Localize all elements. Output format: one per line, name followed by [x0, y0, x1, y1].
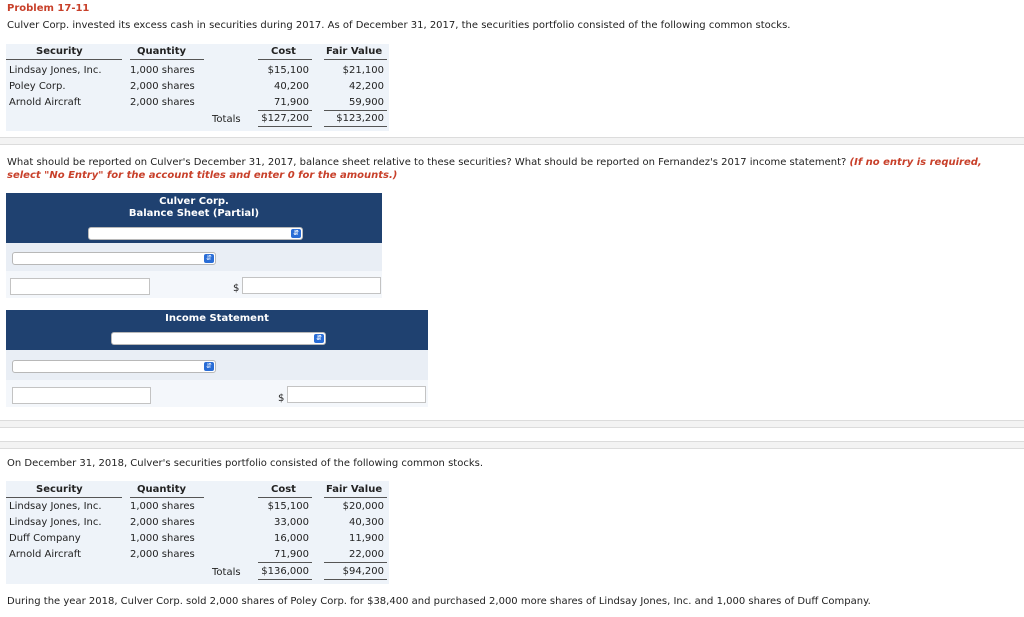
table-cell-fair-value: 11,900 [349, 533, 384, 544]
total-cost: $136,000 [261, 566, 309, 577]
table-cell-cost: 71,900 [274, 549, 309, 560]
header-underline [6, 497, 122, 498]
table-cell-security: Lindsay Jones, Inc. [9, 501, 102, 512]
section-divider [0, 420, 1024, 428]
table-cell-security: Arnold Aircraft [9, 549, 82, 560]
total-underline [324, 579, 387, 580]
income-statement-date-select[interactable] [111, 332, 326, 345]
statement-title: Income Statement [165, 313, 269, 324]
table-cell-fair-value: $20,000 [342, 501, 384, 512]
select-arrow-icon: ⇵ [204, 362, 214, 371]
table-cell-fair-value: 22,000 [349, 549, 384, 560]
portfolio-2018-intro: On December 31, 2018, Culver's securities portfolio consisted of the following common stocks. [7, 458, 484, 469]
header-underline [324, 59, 387, 60]
balance-sheet-label-input[interactable] [10, 278, 150, 295]
table-cell-security: Lindsay Jones, Inc. [9, 517, 102, 528]
header-security: Security [36, 484, 83, 495]
income-statement-account-select[interactable] [12, 360, 216, 373]
section-divider [0, 137, 1024, 145]
header-quantity: Quantity [137, 484, 186, 495]
question-text [7, 156, 1017, 182]
subtotal-line [258, 110, 312, 111]
portfolio-2017-table [6, 44, 389, 131]
balance-sheet-header [6, 193, 382, 243]
income-statement-label-input[interactable] [12, 387, 151, 404]
header-security: Security [36, 46, 83, 57]
select-arrow-icon: ⇵ [291, 229, 301, 238]
table-cell-fair-value: 59,900 [349, 97, 384, 108]
table-cell-security: Lindsay Jones, Inc. [9, 65, 102, 76]
header-underline [130, 59, 204, 60]
table-cell-quantity: 1,000 shares [130, 533, 195, 544]
table-cell-security: Arnold Aircraft [9, 97, 82, 108]
subtotal-line [258, 562, 312, 563]
header-cost: Cost [271, 46, 296, 57]
total-cost: $127,200 [261, 113, 309, 124]
table-cell-fair-value: 42,200 [349, 81, 384, 92]
balance-sheet-row [6, 243, 382, 271]
header-underline [130, 497, 204, 498]
table-cell-cost: 33,000 [274, 517, 309, 528]
header-quantity: Quantity [137, 46, 186, 57]
totals-label: Totals [212, 114, 241, 125]
balance-sheet-date-select[interactable] [88, 227, 303, 240]
table-cell-quantity: 1,000 shares [130, 501, 195, 512]
statement-title: Balance Sheet (Partial) [128, 208, 260, 219]
balance-sheet-amount-input[interactable] [242, 277, 381, 294]
table-cell-fair-value: $21,100 [342, 65, 384, 76]
table-cell-security: Duff Company [9, 533, 81, 544]
table-cell-cost: 40,200 [274, 81, 309, 92]
income-statement-header [6, 310, 428, 350]
table-cell-fair-value: 40,300 [349, 517, 384, 528]
header-underline [6, 59, 122, 60]
header-underline [258, 497, 312, 498]
table-cell-quantity: 2,000 shares [130, 549, 195, 560]
income-statement-amount-input[interactable] [287, 386, 426, 403]
totals-label: Totals [212, 567, 241, 578]
table-cell-cost: $15,100 [267, 501, 309, 512]
total-fair-value: $94,200 [342, 566, 384, 577]
portfolio-2018-table [6, 481, 389, 584]
total-underline [324, 126, 387, 127]
subtotal-line [324, 110, 387, 111]
dollar-sign: $ [233, 283, 240, 294]
intro-text: Culver Corp. invested its excess cash in securities during 2017. As of December 31, 2017, the securities portfolio consisted of the following common stocks. [7, 20, 791, 31]
select-arrow-icon: ⇵ [314, 334, 324, 343]
table-cell-cost: $15,100 [267, 65, 309, 76]
header-cost: Cost [271, 484, 296, 495]
total-underline [258, 126, 312, 127]
subtotal-line [324, 562, 387, 563]
question-body: What should be reported on Culver's December 31, 2017, balance sheet relative to these securities? What should be reported on Fernandez's 2017 income statement? [7, 157, 847, 168]
income-statement-row [6, 350, 428, 380]
balance-sheet-account-select[interactable] [12, 252, 216, 265]
table-cell-security: Poley Corp. [9, 81, 66, 92]
dollar-sign: $ [278, 393, 285, 404]
income-statement-amount-row [6, 380, 428, 407]
table-cell-cost: 71,900 [274, 97, 309, 108]
header-underline [324, 497, 387, 498]
balance-sheet-amount-row [6, 271, 382, 298]
header-fair-value: Fair Value [326, 46, 383, 57]
header-underline [258, 59, 312, 60]
section-divider [0, 441, 1024, 449]
total-underline [258, 579, 312, 580]
table-cell-quantity: 2,000 shares [130, 97, 195, 108]
table-cell-quantity: 2,000 shares [130, 517, 195, 528]
total-fair-value: $123,200 [336, 113, 384, 124]
company-name: Culver Corp. [159, 196, 229, 207]
problem-title: Problem 17-11 [7, 3, 90, 14]
closing-text: During the year 2018, Culver Corp. sold 2,000 shares of Poley Corp. for $38,400 and purchased 2,000 more shares of Lindsay Jones, Inc. and 1,000 shares of Duff Company. [7, 596, 871, 607]
table-cell-cost: 16,000 [274, 533, 309, 544]
select-arrow-icon: ⇵ [204, 254, 214, 263]
table-cell-quantity: 1,000 shares [130, 65, 195, 76]
table-cell-quantity: 2,000 shares [130, 81, 195, 92]
question-instruction: (If no entry is required, select "No Entry" for the account titles and enter 0 for the amounts.) [7, 157, 982, 181]
header-fair-value: Fair Value [326, 484, 383, 495]
